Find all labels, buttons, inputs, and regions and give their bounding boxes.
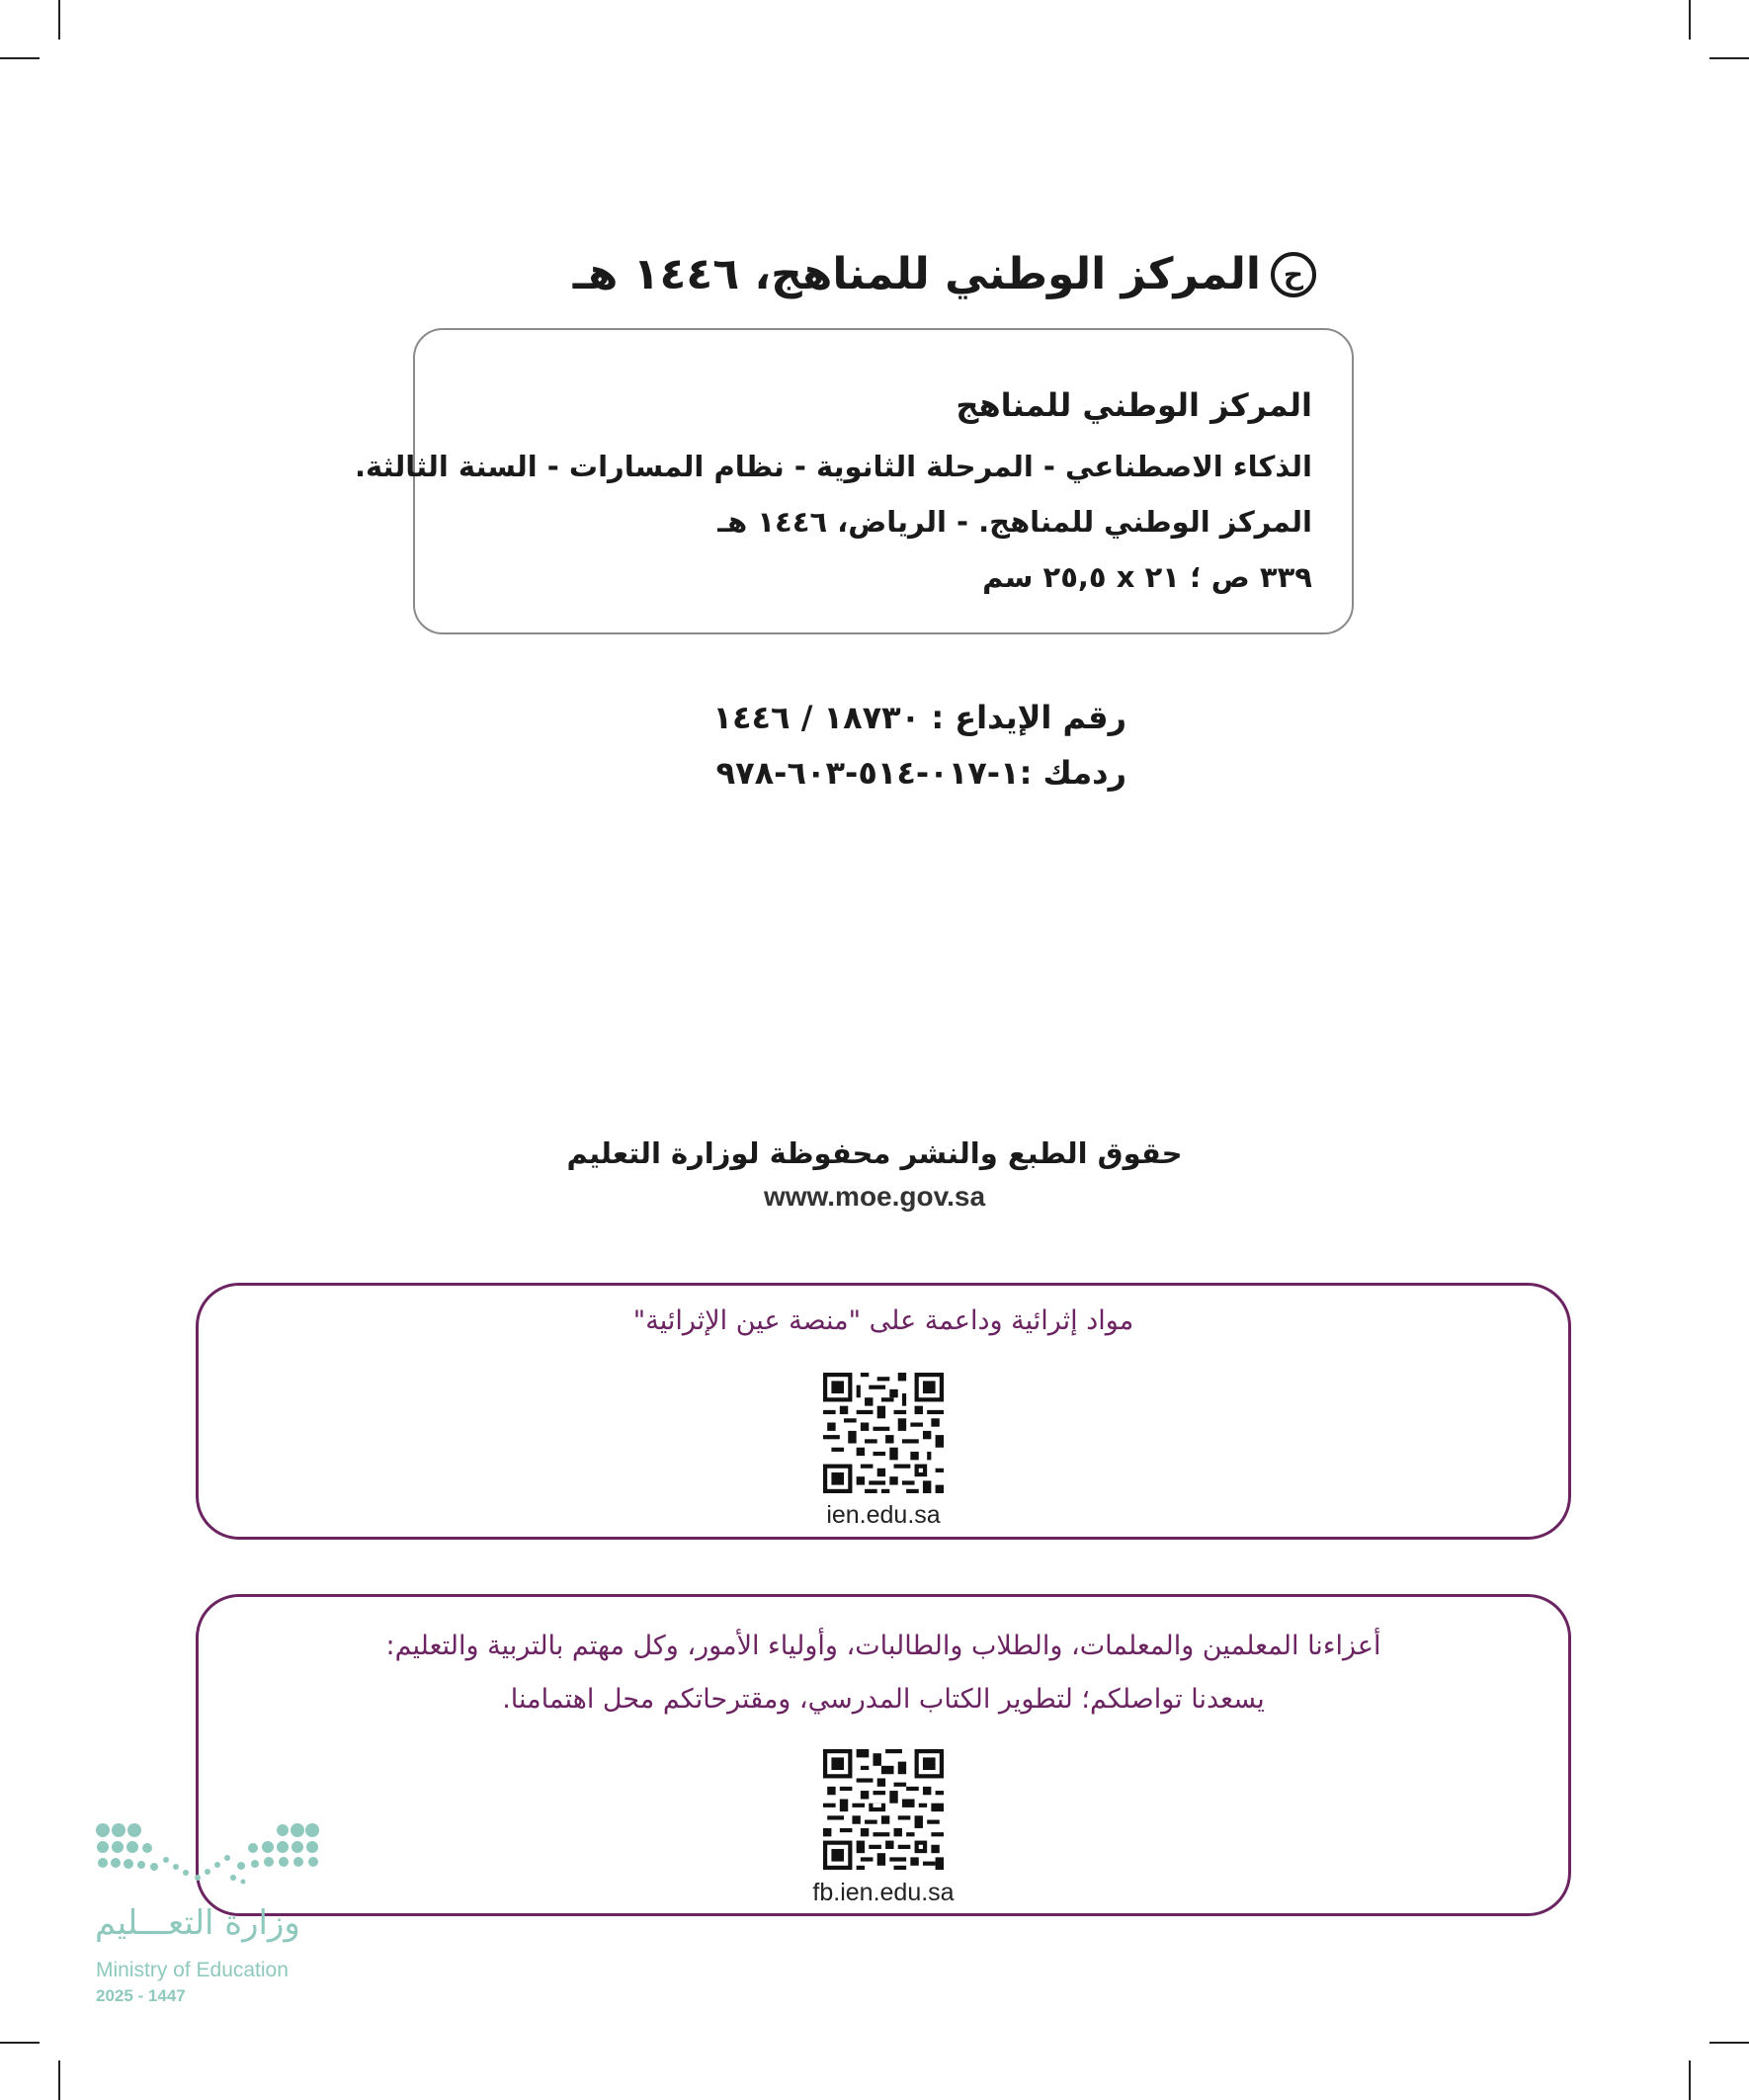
- crop-mark-top-left-h: [0, 57, 40, 59]
- catalog-publisher: المركز الوطني للمناهج. - الرياض، ١٤٤٦ هـ: [717, 505, 1312, 539]
- crop-mark-bottom-left-v: [58, 2060, 60, 2100]
- crop-mark-bottom-left-h: [0, 2042, 40, 2044]
- enrichment-text: مواد إثرائية وداعمة على "منصة عين الإثرائية": [632, 1305, 1134, 1336]
- crop-mark-top-left-v: [58, 0, 60, 40]
- crop-mark-top-right-h: [1709, 57, 1749, 59]
- ministry-name-english: Ministry of Education: [96, 1959, 289, 1981]
- enrichment-qr-code[interactable]: [823, 1373, 944, 1493]
- catalog-author: المركز الوطني للمناهج: [956, 386, 1312, 424]
- enrichment-box: [196, 1283, 1571, 1540]
- crop-mark-top-right-v: [1689, 0, 1691, 40]
- feedback-qr-code[interactable]: [823, 1749, 944, 1870]
- rights-statement: حقوق الطبع والنشر محفوظة لوزارة التعليم: [566, 1136, 1183, 1170]
- feedback-url[interactable]: fb.ien.edu.sa: [812, 1879, 955, 1906]
- catalog-title: الذكاء الاصطناعي - المرحلة الثانوية - نظام المسارات - السنة الثالثة.: [354, 450, 1312, 483]
- deposit-number: رقم الإيداع : ١٨٧٣٠ / ١٤٤٦: [712, 699, 1126, 736]
- crop-mark-bottom-right-v: [1689, 2060, 1691, 2100]
- feedback-line-2: يسعدنا تواصلكم؛ لتطوير الكتاب المدرسي، ومقترحاتكم محل اهتمامنا.: [502, 1684, 1265, 1715]
- ministry-years: 2025 - 1447: [96, 1986, 186, 2005]
- feedback-line-1: أعزاءنا المعلمين والمعلمات، والطلاب والطالبات، وأولياء الأمور، وكل مهتم بالتربية والتعليم:: [385, 1631, 1381, 1661]
- crop-mark-bottom-right-h: [1709, 2042, 1749, 2044]
- catalog-dimensions: ٣٣٩ ص ؛ ٢١ x ٢٥,٥ سم: [982, 560, 1312, 594]
- isbn: ردمك :١-٠١٧-٥١٤-٦٠٣-٩٧٨: [715, 754, 1126, 792]
- deposit-info: [712, 690, 1126, 800]
- copyright-text: المركز الوطني للمناهج، ١٤٤٦ هـ: [572, 249, 1261, 299]
- copyright-title: [573, 249, 1316, 299]
- ministry-logo-dots-icon: [95, 1820, 322, 1890]
- feedback-box: [196, 1594, 1571, 1916]
- ministry-website-link[interactable]: www.moe.gov.sa: [763, 1181, 986, 1212]
- enrichment-url[interactable]: ien.edu.sa: [826, 1501, 941, 1529]
- ministry-name-arabic: وزارة التعـــليم: [95, 1903, 300, 1943]
- cataloging-box: [354, 328, 1354, 634]
- copyright-symbol: ح: [1271, 252, 1316, 297]
